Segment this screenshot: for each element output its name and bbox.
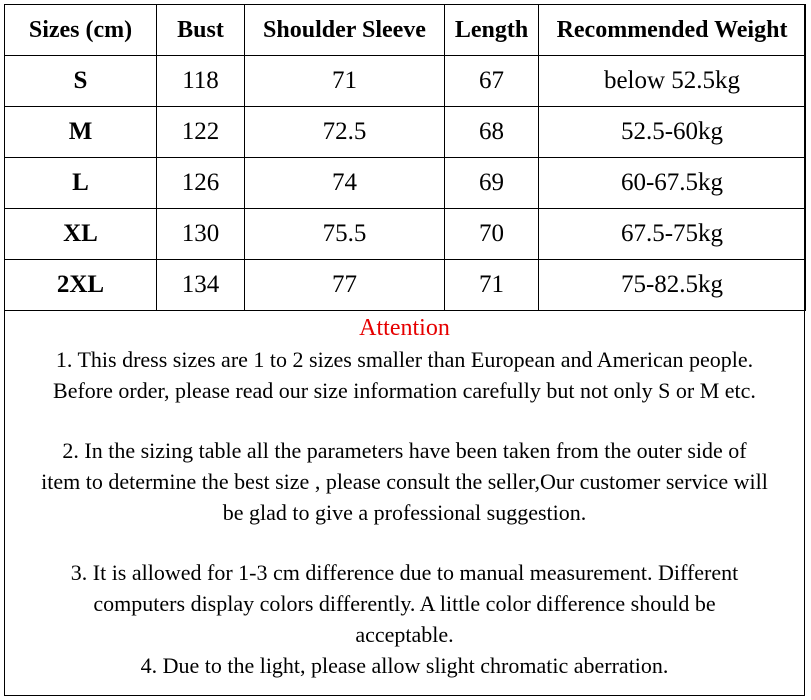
note-4-line-1: 4. Due to the light, please allow slight chromatic aberration. [140, 653, 669, 678]
weight-cell: 60-67.5kg [539, 158, 806, 209]
weight-cell: 67.5-75kg [539, 209, 806, 260]
note-1-line-2: Before order, please read our size information carefully but not only S or M etc. [53, 378, 756, 403]
table-row [5, 158, 806, 209]
bust-cell: 126 [157, 158, 245, 209]
note-3-line-3: acceptable. [355, 622, 454, 647]
bust-cell: 130 [157, 209, 245, 260]
length-cell: 67 [445, 56, 539, 107]
weight-cell: 75-82.5kg [539, 260, 806, 311]
header-sizes: Sizes (cm) [5, 5, 157, 56]
table-row [5, 56, 806, 107]
header-recommended-weight: Recommended Weight [539, 5, 806, 56]
attention-notes [4, 310, 805, 696]
bust-cell: 122 [157, 107, 245, 158]
shoulder-sleeve-cell: 77 [245, 260, 445, 311]
table-row [5, 209, 806, 260]
note-3-line-1: 3. It is allowed for 1-3 cm difference due to manual measurement. Different [70, 560, 739, 585]
size-cell: L [5, 158, 157, 209]
shoulder-sleeve-cell: 71 [245, 56, 445, 107]
note-2-line-3: be glad to give a professional suggestion. [222, 500, 587, 525]
bust-cell: 118 [157, 56, 245, 107]
weight-cell: 52.5-60kg [539, 107, 806, 158]
header-shoulder-sleeve: Shoulder Sleeve [245, 5, 445, 56]
note-2-line-1: 2. In the sizing table all the parameters have been taken from the outer side of [62, 438, 747, 463]
length-cell: 70 [445, 209, 539, 260]
size-cell: S [5, 56, 157, 107]
spacer [4, 528, 805, 557]
size-cell: 2XL [5, 260, 157, 311]
note-1-line-1: 1. This dress sizes are 1 to 2 sizes smaller than European and American people. [55, 347, 754, 372]
weight-cell: below 52.5kg [539, 56, 806, 107]
attention-title: Attention [359, 315, 450, 341]
spacer [4, 406, 805, 435]
header-bust: Bust [157, 5, 245, 56]
table-row [5, 260, 806, 311]
note-3-line-2: computers display colors differently. A little color difference should be [93, 591, 716, 616]
length-cell: 69 [445, 158, 539, 209]
table-header-row [5, 5, 806, 56]
shoulder-sleeve-cell: 74 [245, 158, 445, 209]
note-2-line-2: item to determine the best size , please consult the seller,Our customer service will [41, 469, 768, 494]
bust-cell: 134 [157, 260, 245, 311]
size-cell: XL [5, 209, 157, 260]
size-cell: M [5, 107, 157, 158]
table-row [5, 107, 806, 158]
header-length: Length [445, 5, 539, 56]
shoulder-sleeve-cell: 72.5 [245, 107, 445, 158]
length-cell: 68 [445, 107, 539, 158]
size-table [4, 4, 806, 311]
shoulder-sleeve-cell: 75.5 [245, 209, 445, 260]
length-cell: 71 [445, 260, 539, 311]
